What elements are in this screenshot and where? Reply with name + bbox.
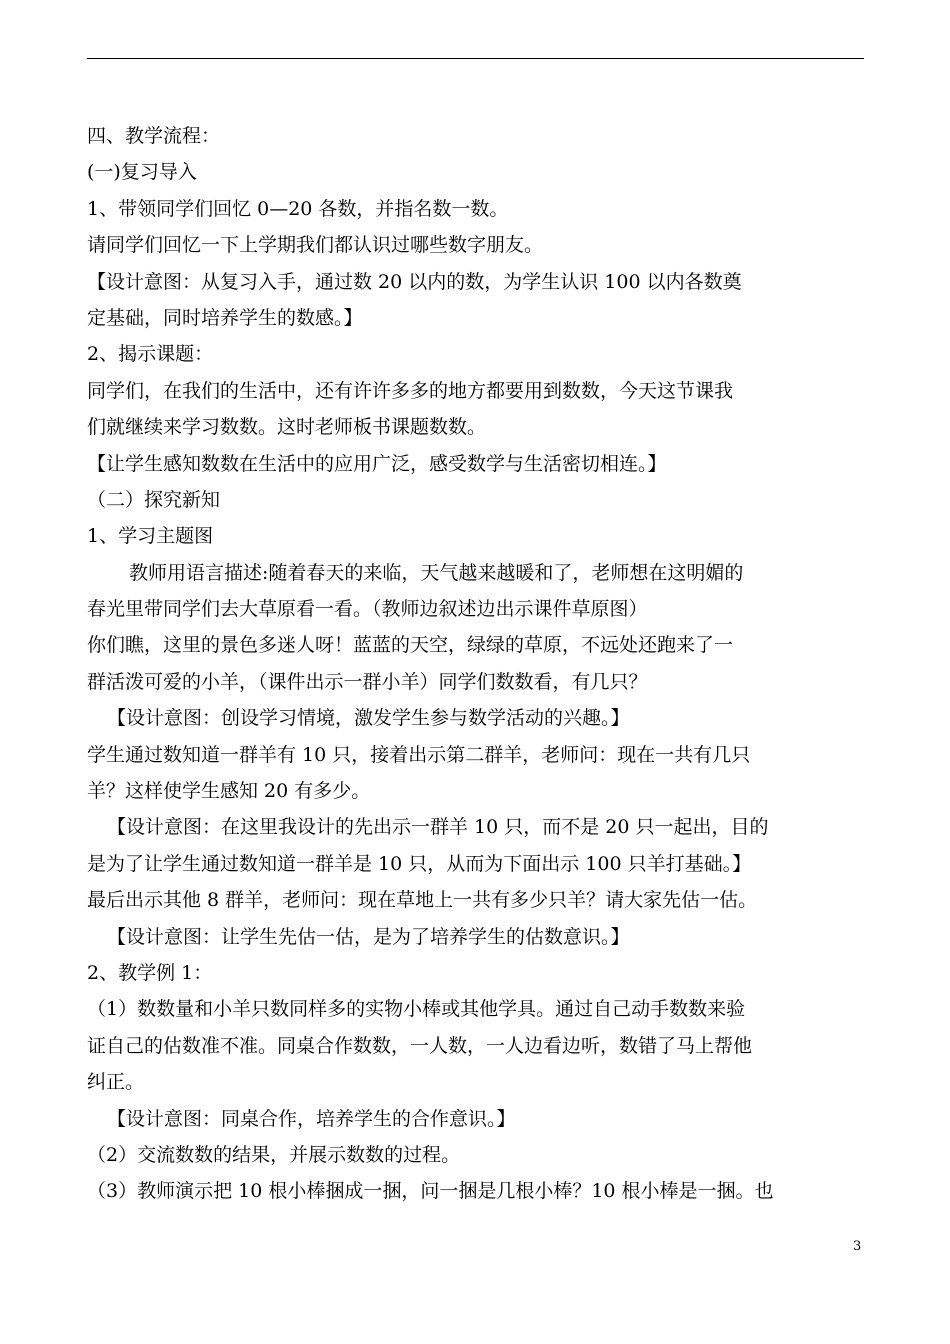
text-line: 羊？这样使学生感知 20 有多少。 — [87, 780, 371, 803]
text-line: 【设计意图：同桌合作，培养学生的合作意识。】 — [107, 1107, 516, 1130]
text-line: (一)复习导入 — [87, 161, 197, 184]
text-line: 1、学习主题图 — [87, 525, 214, 548]
text-line: 【设计意图：从复习入手，通过数 20 以内的数，为学生认识 100 以内各数奠 — [87, 270, 742, 293]
text-line: 1、带领同学们回忆 0—20 各数，并指名数一数。 — [87, 197, 509, 220]
text-line: 教师用语言描述:随着春天的来临，天气越来越暖和了，老师想在这明媚的 — [129, 561, 744, 584]
text-line: 纠正。 — [87, 1071, 145, 1094]
text-line: 学生通过数知道一群羊有 10 只，接着出示第二群羊，老师问：现在一共有几只 — [87, 743, 751, 766]
text-line: （1）数数量和小羊只数同样多的实物小棒或其他学具。通过自己动手数数来验 — [87, 998, 746, 1021]
text-line: 是为了让学生通过数知道一群羊是 10 只，从而为下面出示 100 只羊打基础。】 — [87, 852, 752, 875]
text-line: 四、教学流程： — [87, 125, 221, 147]
text-line: 【设计意图：创设学习情境，激发学生参与数学活动的兴趣。】 — [107, 707, 630, 730]
text-line: 证自己的估数准不准。同桌合作数数，一人数，一人边看边听，数错了马上帮他 — [87, 1034, 753, 1057]
text-line: 最后出示其他 8 群羊，老师问：现在草地上一共有多少只羊？请大家先估一估。 — [87, 889, 758, 912]
text-line: 【设计意图：在这里我设计的先出示一群羊 10 只，而不是 20 只一起出，目的 — [107, 816, 769, 839]
text-line: 2、揭示课题： — [87, 343, 214, 366]
text-line: 春光里带同学们去大草原看一看。（教师边叙述边出示课件草原图） — [87, 598, 648, 621]
text-line: （2）交流数数的结果，并展示数数的过程。 — [87, 1143, 461, 1166]
text-line: 们就继续来学习数数。这时老师板书课题数数。 — [87, 416, 487, 439]
header-rule — [87, 58, 864, 59]
text-line: （3）教师演示把 10 根小棒捆成一捆，问一捆是几根小棒？10 根小棒是一捆。也 — [87, 1180, 774, 1203]
text-line: 你们瞧，这里的景色多迷人呀！蓝蓝的天空，绿绿的草原，不远处还跑来了一 — [87, 634, 734, 657]
document-body — [87, 118, 864, 1210]
text-line: 【让学生感知数数在生活中的应用广泛，感受数学与生活密切相连。】 — [87, 452, 667, 475]
text-line: 2、教学例 1： — [87, 961, 213, 984]
text-line: 定基础，同时培养学生的数感。】 — [87, 306, 363, 329]
text-line: 同学们，在我们的生活中，还有许许多多的地方都要用到数数，今天这节课我 — [87, 379, 734, 402]
text-line: 【设计意图：让学生先估一估，是为了培养学生的估数意识。】 — [107, 925, 630, 948]
text-line: （二）探究新知 — [87, 488, 221, 511]
page-number: 3 — [853, 1239, 862, 1254]
text-line: 请同学们回忆一下上学期我们都认识过哪些数字朋友。 — [87, 234, 544, 257]
text-line: 群活泼可爱的小羊，（课件出示一群小羊）同学们数数看，有几只？ — [87, 670, 648, 693]
